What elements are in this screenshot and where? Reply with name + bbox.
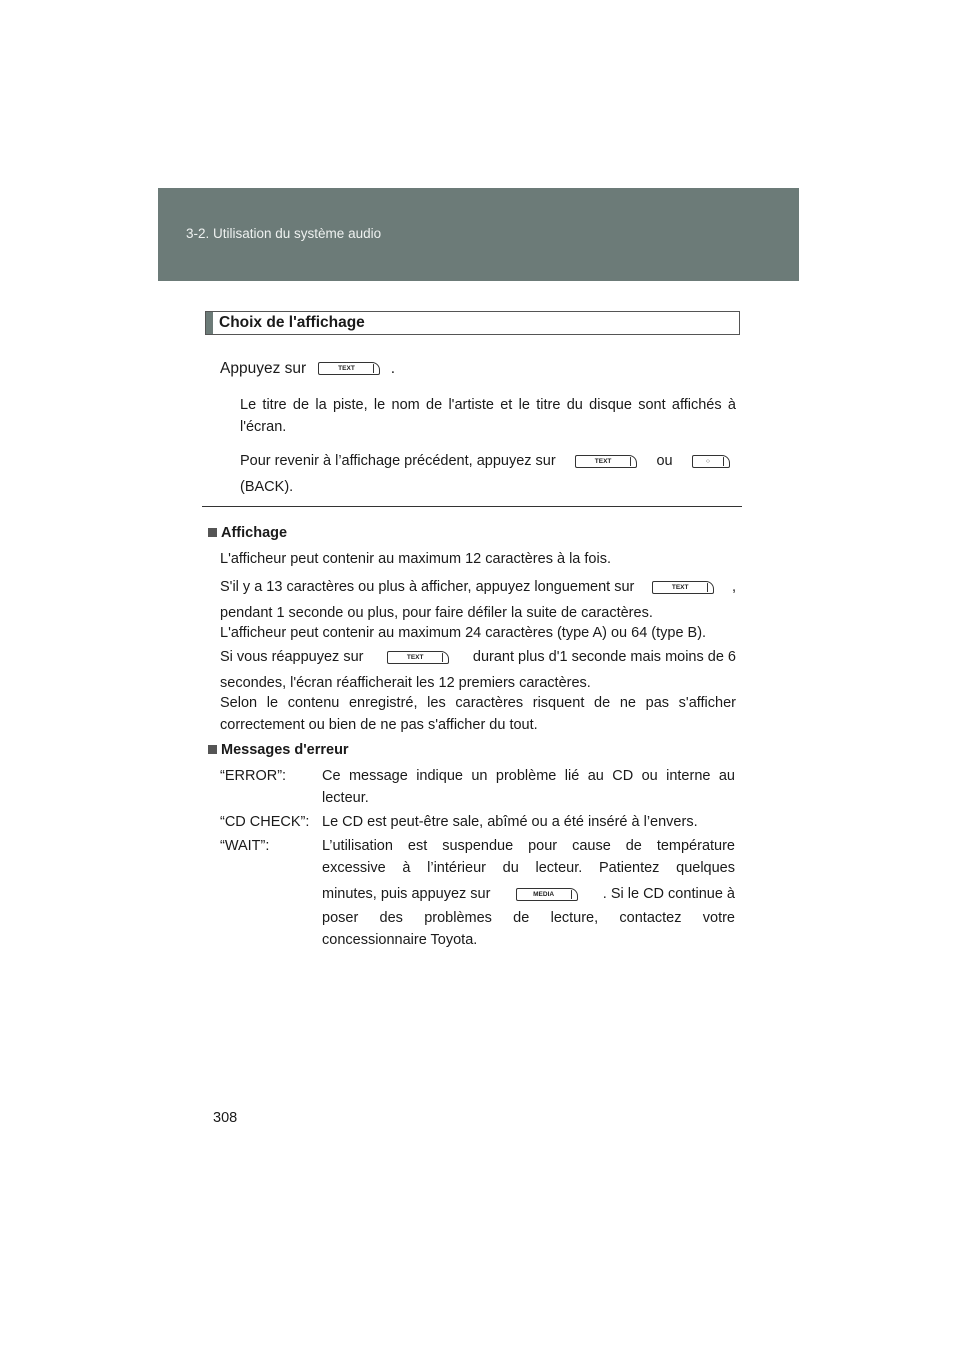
error-text-error: Ce message indique un problème lié au CD ou interne au lecteur. [322,768,735,806]
media-button-icon: MEDIA [516,888,578,901]
step-press [220,360,395,378]
affichage-p4: Selon le contenu enregistré, les caractères risquent de ne pas s'afficher correctement ou bien de ne pas s'afficher du tout. [220,695,736,733]
step-press-pre: Appuyez sur [220,360,307,377]
step-back-mid: ou [656,453,673,469]
section-heading-box [205,311,740,335]
affichage-p2: S'il y a 13 caractères ou plus à afficher, appuyez longuement sur TEXT , pendant 1 seconde ou plus, pour faire défiler la suite de caractères. L'afficheur peut contenir au maximum 24 caractères (type A) ou 64 (type B). [220,579,736,641]
chapter-title: 3-2. Utilisation du système audio [186,226,382,241]
error-label-wait: “WAIT”: [220,838,270,854]
text-button-icon: TEXT [652,581,714,594]
section-divider [202,506,742,507]
text-button-icon: TEXT [318,362,380,375]
chapter-header [158,188,799,281]
step-press-post: . [390,360,396,377]
section-heading-bar [206,312,213,334]
back-button-icon: ○ [692,455,730,468]
error-label-cdcheck: “CD CHECK”: [220,814,310,830]
affichage-p3: Si vous réappuyez sur TEXT durant plus d'1 seconde mais moins de 6 secondes, l'écran réafficherait les 12 premiers caractères. [220,649,736,691]
error-text-cdcheck: Le CD est peut-être sale, abîmé ou a été inséré à l’envers. [322,814,698,830]
text-button-icon: TEXT [575,455,637,468]
step-result: Le titre de la piste, le nom de l'artiste et le titre du disque sont affichés à l'écran. [240,397,736,435]
affichage-p1: L'afficheur peut contenir au maximum 12 caractères à la fois. [220,551,611,567]
page-number: 308 [213,1110,238,1126]
error-label-error: “ERROR”: [220,768,287,784]
affichage-heading: Affichage [208,525,287,541]
step-back [240,450,736,498]
step-back-pre: Pour revenir à l’affichage précédent, appuyez sur [240,453,556,469]
step-back-post: (BACK). [240,479,294,495]
bullet-square-icon [208,745,217,754]
bullet-square-icon [208,528,217,537]
error-text-wait-3: poser des problèmes de lecture, contactez votre concessionnaire Toyota. [322,910,735,948]
error-text-wait-2: minutes, puis appuyez sur MEDIA . Si le CD continue à [322,886,735,902]
text-button-icon: TEXT [387,651,449,664]
errors-heading: Messages d'erreur [208,742,349,758]
error-text-wait-1: L’utilisation est suspendue pour cause de température excessive à l’intérieur du lecteur. Patientez quelques [322,838,735,876]
section-title: Choix de l'affichage [219,314,365,331]
